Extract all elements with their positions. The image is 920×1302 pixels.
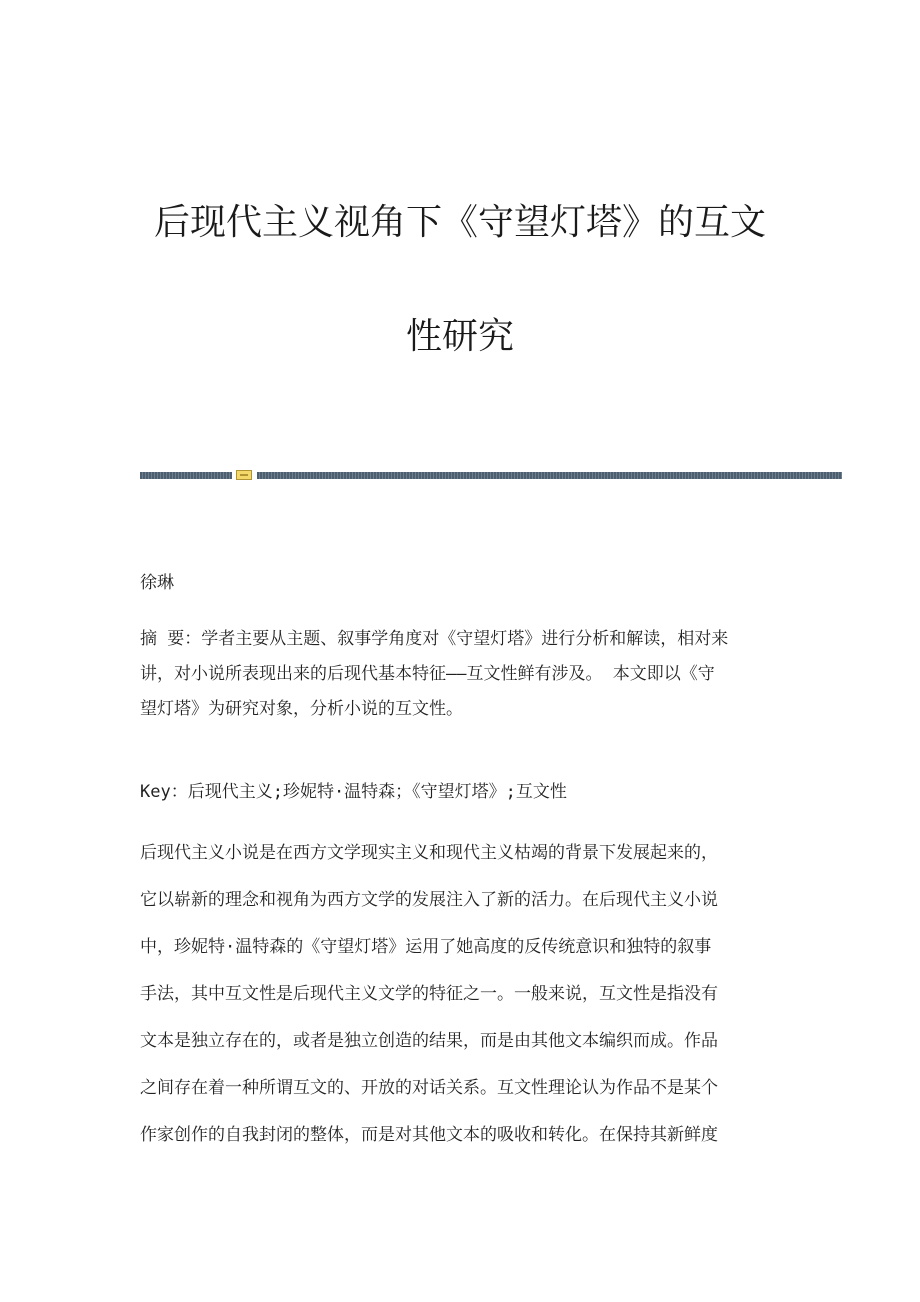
abstract-line: 望灯塔》为研究对象，分析小说的互文性。 — [140, 699, 463, 719]
keywords: Key：后现代主义;珍妮特·温特森；《守望灯塔》;互文性 — [140, 782, 567, 802]
title-line-2: 性研究 — [405, 316, 514, 357]
body-paragraph — [140, 830, 780, 1159]
body-line: 它以崭新的理念和视角为西方文学的发展注入了新的活力。在后现代主义小说 — [140, 890, 718, 910]
abstract — [140, 622, 780, 727]
abstract-line: 讲，对小说所表现出来的后现代基本特征——互文性鲜有涉及。 本文即以《守 — [140, 664, 715, 684]
body-line: 后现代主义小说是在西方文学现实主义和现代主义枯竭的背景下发展起来的， — [140, 843, 718, 863]
body-line: 作家创作的自我封闭的整体，而是对其他文本的吸收和转化。在保持其新鲜度 — [140, 1125, 718, 1145]
body-line: 之间存在着一种所谓互文的、开放的对话关系。互文性理论认为作品不是某个 — [140, 1078, 718, 1098]
abstract-line: 摘 要：学者主要从主题、叙事学角度对《守望灯塔》进行分析和解读，相对来 — [140, 629, 729, 649]
title-divider — [140, 470, 842, 480]
title-line-1: 后现代主义视角下《守望灯塔》的互文 — [153, 202, 766, 243]
divider-left-bar — [140, 472, 232, 479]
body-line: 中，珍妮特·温特森的《守望灯塔》运用了她高度的反传统意识和独特的叙事 — [140, 937, 712, 957]
author-name: 徐琳 — [140, 573, 174, 593]
divider-badge-icon — [236, 470, 252, 480]
body-line: 手法，其中互文性是后现代主义文学的特征之一。一般来说，互文性是指没有 — [140, 984, 718, 1004]
body-line: 文本是独立存在的，或者是独立创造的结果，而是由其他文本编织而成。作品 — [140, 1031, 718, 1051]
divider-right-bar — [257, 472, 842, 479]
